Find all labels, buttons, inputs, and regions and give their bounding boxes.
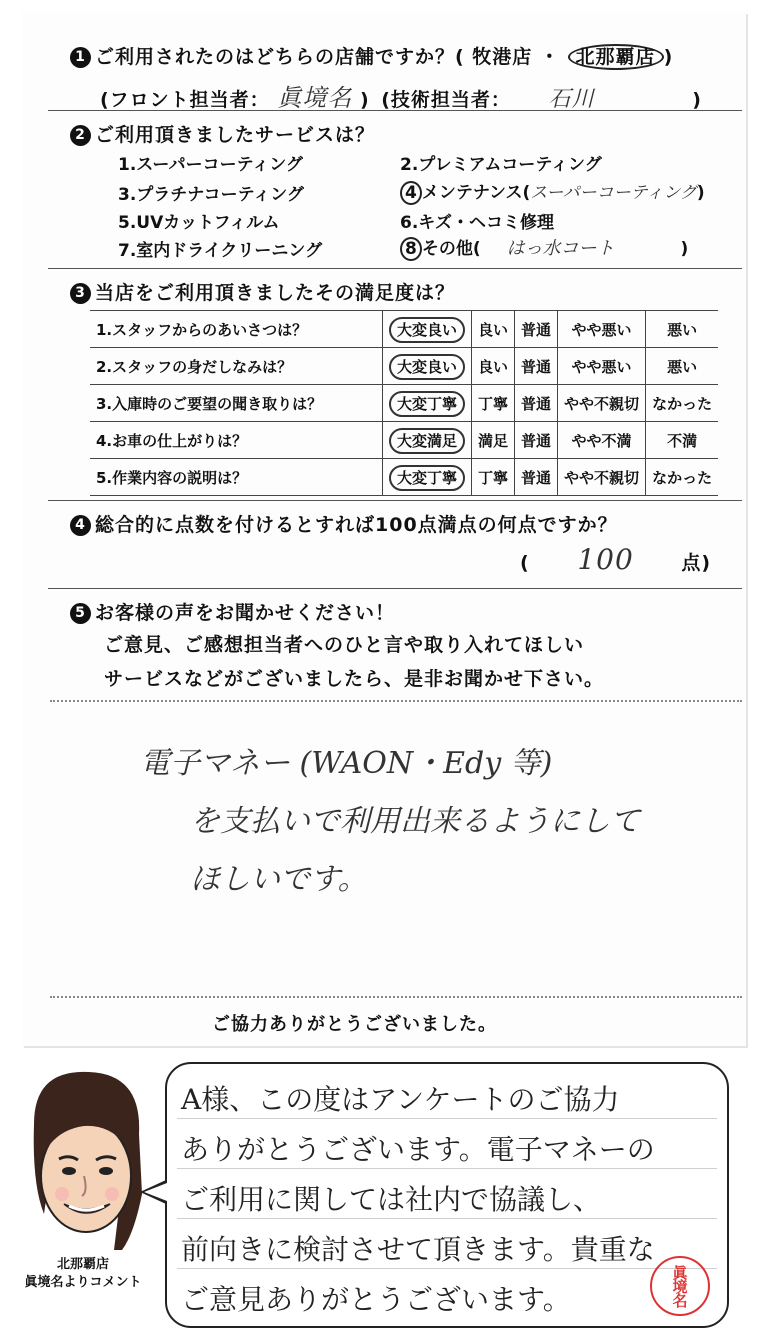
option-label: 普通: [521, 394, 552, 413]
divider-4: [48, 588, 742, 589]
service-8-label: その他(: [421, 239, 481, 259]
option-label: 普通: [521, 320, 552, 339]
satisfaction-option: [472, 311, 515, 348]
satisfaction-option-selected: [383, 422, 472, 459]
q1-close: ): [663, 46, 674, 68]
service-8-selected: 8: [400, 237, 422, 261]
satisfaction-option: [646, 348, 719, 385]
bubble-rule: [177, 1118, 717, 1119]
option-label: 普通: [521, 468, 552, 487]
option-label: 満足: [478, 431, 509, 450]
option-label: 大変良い: [389, 317, 465, 343]
score-unit: 点): [681, 552, 712, 574]
staff-avatar: [14, 1064, 154, 1254]
service-3: 3.プラチナコーティング: [118, 185, 304, 205]
q1-store-selected: 北那覇店: [568, 44, 664, 70]
service-4: [400, 178, 705, 203]
q4-question: [70, 510, 618, 537]
satisfaction-option-selected: [383, 311, 472, 348]
q3-text: 当店をご利用頂きましたその満足度は？: [95, 282, 456, 304]
satisfaction-row: [90, 311, 718, 348]
option-label: やや悪い: [571, 320, 632, 339]
option-label: やや不満: [571, 431, 632, 450]
staff-comment-label: 眞境名よりコメント: [24, 1275, 142, 1290]
option-label: 不満: [667, 431, 698, 450]
satisfaction-row: [90, 459, 718, 496]
q4-answer: [520, 543, 711, 576]
reply-line: ご意見ありがとうございます。: [181, 1283, 571, 1316]
reply-line: A様、この度はアンケートのご協力: [181, 1083, 620, 1116]
q2-question: [70, 120, 375, 147]
satisfaction-question: 5.作業内容の説明は？: [90, 459, 383, 496]
reply-line: ありがとうございます。電子マネーの: [181, 1133, 655, 1166]
option-label: 丁寧: [478, 468, 509, 487]
satisfaction-option: [646, 385, 719, 422]
q4-text: 総合的に点数を付けるとすれば100点満点の何点ですか？: [95, 514, 618, 536]
q2-text: ご利用頂きましたサービスは？: [95, 124, 376, 146]
satisfaction-option: [646, 311, 719, 348]
comment-line: を支払いで利用出来るようにして: [190, 804, 640, 839]
satisfaction-option: [558, 348, 646, 385]
tech-staff-value: 石川: [548, 87, 595, 112]
satisfaction-option: [515, 459, 558, 496]
satisfaction-row: [90, 422, 718, 459]
score-open: (: [520, 552, 530, 574]
divider-3: [48, 500, 742, 501]
reply-line: ご利用に関しては社内で協議し、: [181, 1183, 602, 1216]
satisfaction-option: [472, 422, 515, 459]
service-8-close: ): [680, 239, 689, 259]
satisfaction-option: [472, 385, 515, 422]
tech-staff-close: ): [692, 89, 702, 111]
service-4-label: メンテナンス(: [421, 183, 531, 203]
satisfaction-option: [515, 422, 558, 459]
service-4-close: ): [696, 183, 705, 203]
satisfaction-question: 2.スタッフの身だしなみは？: [90, 348, 383, 385]
thanks-text: ご協力ありがとうございました。: [212, 1014, 497, 1035]
satisfaction-option: [646, 459, 719, 496]
comment-line: ほしいです。: [190, 862, 368, 897]
option-label: なかった: [652, 394, 713, 413]
q5-line3: サービスなどがございましたら、是非お聞かせ下さい。: [104, 668, 605, 690]
q3-number: 3: [70, 283, 91, 304]
front-staff-label: (フロント担当者：: [100, 89, 270, 111]
q1-number: 1: [70, 47, 91, 68]
answer-bottom-line: [50, 996, 742, 998]
front-staff-value: 眞境名: [277, 84, 353, 112]
tech-staff-label: (技術担当者：: [381, 89, 511, 111]
q2-number: 2: [70, 125, 91, 146]
satisfaction-option: [515, 311, 558, 348]
option-label: 良い: [478, 320, 509, 339]
option-label: なかった: [652, 468, 713, 487]
divider-1: [48, 110, 742, 111]
satisfaction-option: [515, 385, 558, 422]
satisfaction-row: [90, 385, 718, 422]
q5-question: [70, 598, 395, 625]
bubble-rule: [177, 1268, 717, 1269]
option-label: 大変丁寧: [389, 465, 465, 491]
satisfaction-option-selected: [383, 348, 472, 385]
service-5: 5.UVカットフィルム: [118, 213, 280, 233]
service-7: 7.室内ドライクリーニング: [118, 241, 323, 261]
satisfaction-option-selected: [383, 459, 472, 496]
satisfaction-option: [472, 348, 515, 385]
score-value: 100: [577, 543, 634, 576]
option-label: 悪い: [667, 357, 698, 376]
service-2: 2.プレミアムコーティング: [400, 155, 602, 175]
service-4-selected: 4: [400, 181, 422, 205]
customer-comment: [140, 735, 640, 909]
satisfaction-option: [558, 422, 646, 459]
option-label: やや悪い: [571, 357, 632, 376]
satisfaction-option: [558, 385, 646, 422]
front-staff-close: ): [359, 89, 370, 111]
service-1: 1.スーパーコーティング: [118, 155, 303, 175]
option-label: 大変良い: [389, 354, 465, 380]
service-4-note: スーパーコーティング: [530, 183, 697, 203]
bubble-tail-inner: [144, 1183, 167, 1201]
satisfaction-option-selected: [383, 385, 472, 422]
q1-text: ご利用されたのはどちらの店舗ですか？( 牧港店 ・: [95, 46, 560, 68]
satisfaction-option: [646, 422, 719, 459]
q4-number: 4: [70, 515, 91, 536]
comment-line: 電子マネー (WAON・Edy 等): [140, 746, 553, 781]
staff-caption: [8, 1256, 158, 1292]
q5-line1: お客様の声をお聞かせください！: [95, 602, 396, 624]
option-label: やや不親切: [564, 394, 640, 413]
staff-store: 北那覇店: [56, 1257, 109, 1272]
satisfaction-option: [558, 311, 646, 348]
q1-staff-line: [100, 78, 702, 113]
satisfaction-question: 3.入庫時のご要望の聞き取りは？: [90, 385, 383, 422]
option-label: やや不親切: [564, 468, 640, 487]
satisfaction-option: [515, 348, 558, 385]
q5-number: 5: [70, 603, 91, 624]
satisfaction-option: [472, 459, 515, 496]
bubble-rule: [177, 1168, 717, 1169]
option-label: 普通: [521, 357, 552, 376]
q1-question: [70, 42, 673, 69]
service-8: [400, 234, 688, 260]
option-label: 大変丁寧: [389, 391, 465, 417]
service-6: 6.キズ・ヘコミ修理: [400, 213, 554, 233]
satisfaction-row: [90, 348, 718, 385]
satisfaction-table: [90, 310, 718, 496]
q3-question: [70, 278, 455, 305]
satisfaction-question: 1.スタッフからのあいさつは？: [90, 311, 383, 348]
reply-bubble: [165, 1062, 729, 1328]
bubble-rule: [177, 1218, 717, 1219]
option-label: 丁寧: [478, 394, 509, 413]
answer-top-line: [50, 700, 742, 702]
satisfaction-question: 4.お車の仕上がりは？: [90, 422, 383, 459]
option-label: 良い: [478, 357, 509, 376]
satisfaction-option: [558, 459, 646, 496]
name-seal: 眞境名: [650, 1256, 710, 1316]
q5-line2: ご意見、ご感想担当者へのひと言や取り入れてほしい: [104, 634, 585, 656]
option-label: 悪い: [667, 320, 698, 339]
service-8-note: はっ水コート: [506, 238, 615, 259]
divider-2: [48, 268, 742, 269]
option-label: 普通: [521, 431, 552, 450]
reply-line: 前向きに検討させて頂きます。貴重な: [181, 1233, 655, 1266]
option-label: 大変満足: [389, 428, 465, 454]
